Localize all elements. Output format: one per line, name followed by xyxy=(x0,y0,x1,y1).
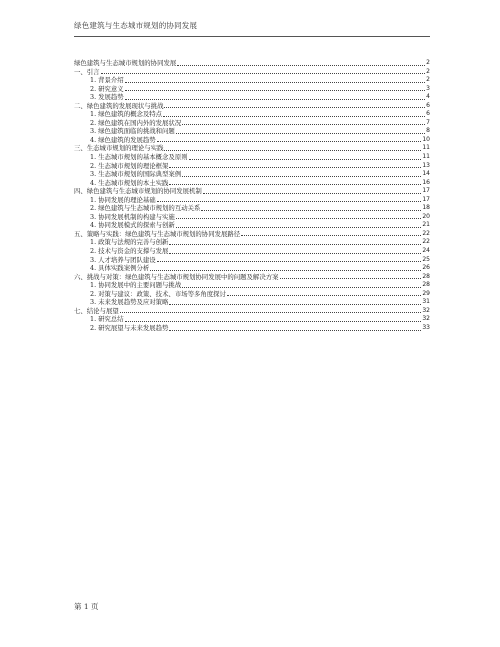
toc-entry-page-number: 3 xyxy=(426,84,430,92)
toc-entry[interactable] xyxy=(74,127,430,136)
table-of-contents xyxy=(74,59,430,333)
toc-entry[interactable] xyxy=(74,281,430,290)
toc-entry-page-number: 32 xyxy=(422,306,430,314)
toc-dot-leader xyxy=(280,278,422,279)
toc-entry-label: 4. 具体实践案例分析 xyxy=(90,264,150,273)
toc-entry-page-number: 22 xyxy=(422,229,430,237)
toc-dot-leader xyxy=(201,210,421,211)
toc-entry-label: 1. 绿色建筑的概念及特点 xyxy=(90,110,163,119)
toc-entry-label: 1. 生态城市规划的基本概念及原则 xyxy=(90,153,188,162)
toc-entry-label: 3. 绿色建筑面临的挑战和问题 xyxy=(90,127,175,136)
toc-dot-leader xyxy=(169,184,421,185)
toc-entry-page-number: 2 xyxy=(426,59,430,66)
toc-entry-label: 绿色建筑与生态城市规划的协同发展 xyxy=(74,59,177,67)
toc-entry[interactable] xyxy=(74,247,430,256)
toc-entry[interactable] xyxy=(74,204,430,213)
toc-entry[interactable] xyxy=(74,264,430,273)
toc-entry[interactable] xyxy=(74,102,430,111)
toc-entry[interactable] xyxy=(74,93,430,102)
toc-entry-page-number: 14 xyxy=(422,170,430,178)
toc-entry-label: 四、绿色建筑与生态城市规划的协同发展机制 xyxy=(74,187,202,196)
toc-dot-leader xyxy=(169,253,421,254)
toc-entry-page-number: 22 xyxy=(422,238,430,246)
toc-entry-label: 三、生态城市规划的理论与实践 xyxy=(74,144,164,153)
toc-entry-label: 2. 研究意义 xyxy=(90,84,124,93)
toc-entry-page-number: 8 xyxy=(426,127,430,135)
toc-entry-page-number: 11 xyxy=(422,144,430,152)
toc-entry-page-number: 28 xyxy=(422,281,430,289)
page-footer-number: 第 1 页 xyxy=(74,602,99,611)
toc-dot-leader xyxy=(182,176,421,177)
toc-dot-leader xyxy=(182,124,425,125)
toc-entry-page-number: 6 xyxy=(426,101,430,109)
toc-entry-label: 3. 生态城市规划的国际典型案例 xyxy=(90,170,182,179)
toc-entry[interactable] xyxy=(74,76,430,85)
toc-dot-leader xyxy=(125,321,422,322)
toc-dot-leader xyxy=(182,287,421,288)
toc-entry[interactable] xyxy=(74,153,430,162)
toc-dot-leader xyxy=(203,193,422,194)
toc-dot-leader xyxy=(227,295,421,296)
toc-entry[interactable] xyxy=(74,298,430,307)
toc-entry-label: 一、引言 xyxy=(74,67,100,76)
header-rule xyxy=(74,36,430,37)
toc-dot-leader xyxy=(169,330,421,331)
toc-entry-label: 1. 协同发展的理论基础 xyxy=(90,195,156,204)
toc-dot-leader xyxy=(163,116,425,117)
toc-dot-leader xyxy=(164,107,425,108)
toc-entry[interactable] xyxy=(74,238,430,247)
toc-entry-label: 五、策略与实践：绿色建筑与生态城市规划的协同发展路径 xyxy=(74,229,241,238)
toc-dot-leader xyxy=(125,82,425,83)
toc-dot-leader xyxy=(125,99,425,100)
toc-entry-label: 2. 对策与建议：政策、技术、市场等多角度探讨 xyxy=(90,289,226,298)
toc-dot-leader xyxy=(120,312,422,313)
toc-entry-label: 2. 生态城市规划的理论框架 xyxy=(90,161,169,170)
toc-dot-leader xyxy=(150,270,421,271)
toc-entry[interactable] xyxy=(74,315,430,324)
toc-entry[interactable] xyxy=(74,324,430,333)
toc-dot-leader xyxy=(164,150,421,151)
toc-entry-label: 1. 研究总结 xyxy=(90,315,124,324)
toc-dot-leader xyxy=(176,227,422,228)
toc-entry-label: 3. 发展趋势 xyxy=(90,93,124,102)
toc-entry-label: 3. 未来发展趋势及应对策略 xyxy=(90,298,169,307)
toc-entry-page-number: 20 xyxy=(422,212,430,220)
toc-entry[interactable] xyxy=(74,196,430,205)
toc-entry[interactable] xyxy=(74,256,430,265)
toc-entry-label: 2. 研究展望与未来发展趋势 xyxy=(90,323,169,332)
toc-entry[interactable] xyxy=(74,110,430,119)
toc-entry-page-number: 10 xyxy=(422,135,430,143)
toc-dot-leader xyxy=(189,159,422,160)
toc-entry-page-number: 26 xyxy=(422,264,430,272)
page-header-title: 绿色建筑与生态城市规划的协同发展 xyxy=(74,21,198,30)
toc-entry-page-number: 28 xyxy=(422,272,430,280)
toc-entry-label: 4. 协同发展模式的探索与创新 xyxy=(90,221,175,230)
toc-entry-label: 六、挑战与对策：绿色建筑与生态城市规划协同发展中的问题及解决方案 xyxy=(74,272,279,281)
toc-entry-page-number: 2 xyxy=(426,76,430,84)
toc-dot-leader xyxy=(177,65,425,66)
toc-entry-label: 2. 绿色建筑与生态城市规划的互动关系 xyxy=(90,204,201,213)
toc-entry-label: 2. 技术与资金的支撑与发展 xyxy=(90,247,169,256)
toc-entry-label: 4. 生态城市规划的本土实践 xyxy=(90,178,169,187)
toc-entry-page-number: 13 xyxy=(422,161,430,169)
toc-entry[interactable] xyxy=(74,307,430,316)
toc-entry[interactable] xyxy=(74,85,430,94)
toc-entry-page-number: 29 xyxy=(422,289,430,297)
toc-entry-label: 1. 背景介绍 xyxy=(90,76,124,85)
toc-dot-leader xyxy=(241,235,421,236)
toc-entry-page-number: 24 xyxy=(422,247,430,255)
toc-entry-page-number: 25 xyxy=(422,255,430,263)
toc-entry[interactable] xyxy=(74,187,430,196)
toc-entry-label: 3. 人才培养与团队建设 xyxy=(90,255,156,264)
toc-entry[interactable] xyxy=(74,68,430,77)
toc-dot-leader xyxy=(169,244,421,245)
toc-entry-page-number: 7 xyxy=(426,118,430,126)
toc-dot-leader xyxy=(157,201,422,202)
toc-entry-page-number: 17 xyxy=(422,195,430,203)
toc-entry-label: 二、绿色建筑的发展现状与挑战 xyxy=(74,101,164,110)
toc-dot-leader xyxy=(157,261,422,262)
toc-dot-leader xyxy=(169,167,421,168)
toc-entry-page-number: 17 xyxy=(422,187,430,195)
toc-entry[interactable] xyxy=(74,273,430,282)
toc-entry-label: 七、结论与展望 xyxy=(74,306,119,315)
toc-dot-leader xyxy=(176,218,422,219)
toc-dot-leader xyxy=(125,90,425,91)
toc-entry[interactable] xyxy=(74,170,430,179)
toc-entry[interactable] xyxy=(74,221,430,230)
toc-entry[interactable] xyxy=(74,162,430,171)
toc-entry-label: 2. 绿色建筑在国内外的发展状况 xyxy=(90,118,182,127)
toc-entry[interactable] xyxy=(74,59,430,68)
toc-entry-page-number: 21 xyxy=(422,221,430,229)
toc-entry-page-number: 33 xyxy=(422,323,430,331)
toc-entry-label: 1. 协同发展中的主要问题与挑战 xyxy=(90,281,182,290)
toc-entry-page-number: 4 xyxy=(426,93,430,101)
toc-dot-leader xyxy=(101,73,426,74)
toc-entry-page-number: 2 xyxy=(426,67,430,75)
toc-dot-leader xyxy=(176,133,425,134)
toc-entry-page-number: 16 xyxy=(422,178,430,186)
toc-entry-page-number: 32 xyxy=(422,315,430,323)
toc-entry-page-number: 18 xyxy=(422,204,430,212)
toc-entry-page-number: 31 xyxy=(422,298,430,306)
toc-entry-page-number: 6 xyxy=(426,110,430,118)
toc-entry-label: 4. 绿色建筑的发展趋势 xyxy=(90,135,156,144)
toc-entry[interactable] xyxy=(74,144,430,153)
toc-entry-label: 1. 政策与法规的完善与创新 xyxy=(90,238,169,247)
toc-entry[interactable] xyxy=(74,179,430,188)
toc-dot-leader xyxy=(157,141,422,142)
toc-entry-label: 3. 协同发展机制的构建与实施 xyxy=(90,212,175,221)
toc-dot-leader xyxy=(169,304,421,305)
toc-entry-page-number: 11 xyxy=(422,153,430,161)
